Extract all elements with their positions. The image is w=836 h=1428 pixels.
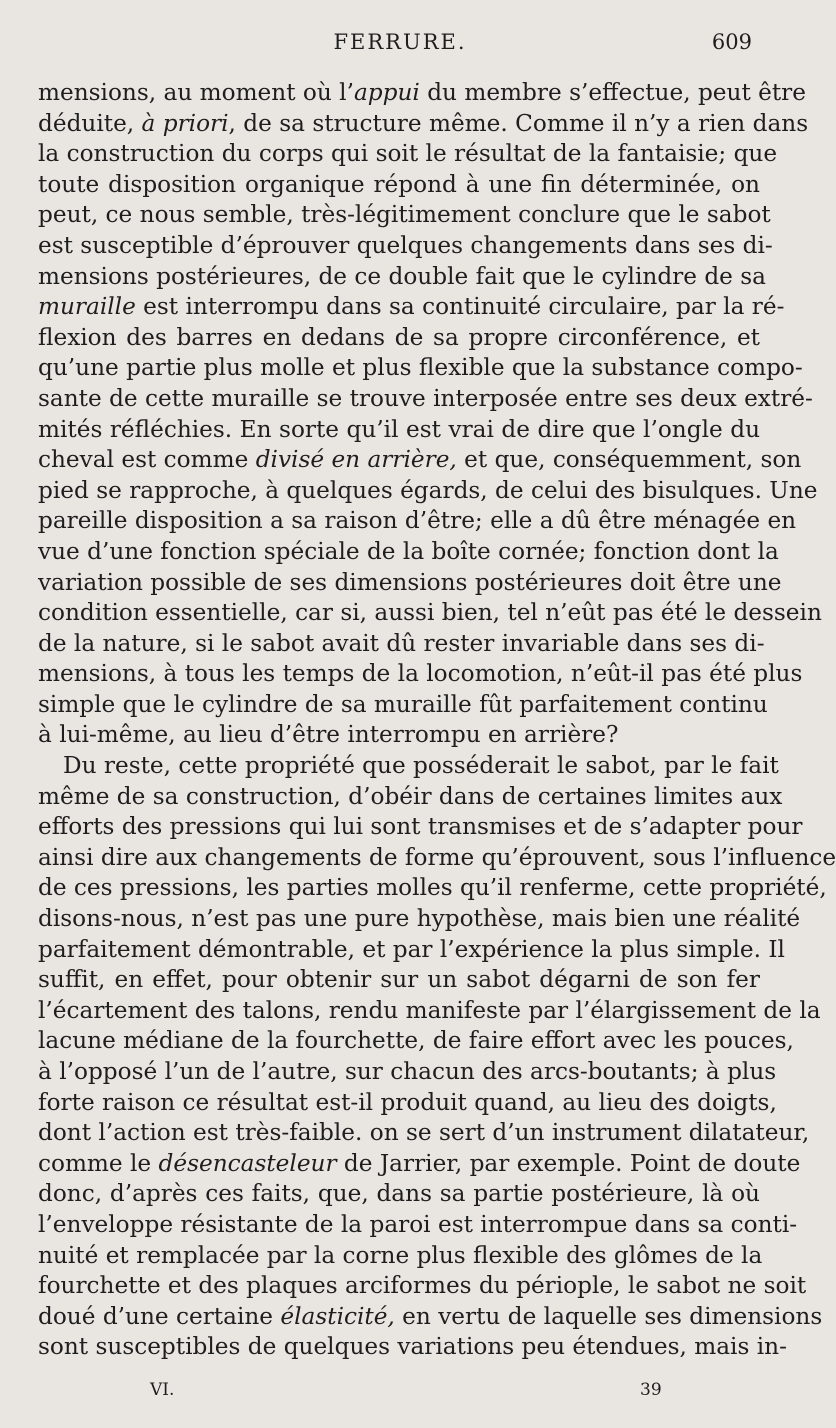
text-line: nuité et remplacée par la corne plus flexible des glômes de la	[38, 1241, 763, 1269]
text-line: donc, d’après ces faits, que, dans sa partie postérieure, là où	[38, 1180, 760, 1208]
text-line: fourchette et des plaques arciformes du périople, le sabot ne soit	[38, 1272, 807, 1300]
sheet-number: 39	[640, 1380, 662, 1400]
page-header	[0, 30, 800, 62]
text-line: qu’une partie plus molle et plus flexible que la substance compo-	[38, 354, 803, 382]
text-line: même de sa construction, d’obéir dans de certaines limites aux	[38, 782, 783, 810]
text-line: mensions postérieures, de ce double fait que le cylindre de sa	[38, 262, 766, 290]
running-title: FERRURE.	[333, 30, 467, 54]
text-line: sante de cette muraille se trouve interposée entre ses deux extré-	[38, 384, 813, 412]
text-line: mensions, à tous les temps de la locomotion, n’eût-il pas été plus	[38, 660, 803, 688]
paragraph	[38, 78, 822, 751]
text-line: Du reste, cette propriété que posséderait le sabot, par le fait	[63, 752, 779, 780]
text-line: l’écartement des talons, rendu manifeste par l’élargissement de la	[38, 996, 821, 1024]
page-footer	[0, 1380, 800, 1410]
text-line: parfaitement démontrable, et par l’expérience la plus simple. Il	[38, 935, 785, 963]
text-line: flexion des barres en dedans de sa propre circonférence, et	[38, 323, 760, 351]
text-line: variation possible de ses dimensions postérieures doit être une	[38, 568, 782, 596]
text-line: à lui-même, au lieu d’être interrompu en arrière?	[38, 721, 619, 749]
text-line: lacune médiane de la fourchette, de faire effort avec les pouces,	[38, 1027, 794, 1055]
text-line: à l’opposé l’un de l’autre, sur chacun des arcs-boutants; à plus	[38, 1058, 777, 1085]
text-line: de ces pressions, les parties molles qu’il renferme, cette propriété,	[38, 874, 827, 902]
text-line: de la nature, si le sabot avait dû rester invariable dans ses di-	[38, 629, 765, 657]
text-line: efforts des pressions qui lui sont transmises et de s’adapter pour	[38, 813, 803, 841]
page-number: 609	[711, 30, 752, 54]
text-line: sont susceptibles de quelques variations peu étendues, mais in-	[38, 1333, 787, 1361]
body-text	[38, 78, 836, 1363]
text-line: dont l’action est très-faible. on se sert d’un instrument dilatateur,	[38, 1119, 810, 1147]
text-line: disons-nous, n’est pas une pure hypothèse, mais bien une réalité	[38, 905, 801, 933]
text-line: mités réfléchies. En sorte qu’il est vrai de dire que l’ongle du	[38, 415, 760, 443]
text-line: déduite, à priori, de sa structure même. Comme il n’y a rien dans	[38, 109, 809, 137]
text-line: vue d’une fonction spéciale de la boîte cornée; fonction dont la	[38, 537, 779, 565]
paragraph	[38, 751, 836, 1363]
text-line: muraille est interrompu dans sa continuité circulaire, par la ré-	[38, 293, 785, 321]
text-line: pareille disposition a sa raison d’être; elle a dû être ménagée en	[38, 507, 797, 535]
text-line: toute disposition organique répond à une fin déterminée, on	[38, 170, 760, 198]
text-line: doué d’une certaine élasticité, en vertu de laquelle ses dimensions	[38, 1302, 823, 1330]
text-line: est susceptible d’éprouver quelques changements dans ses di-	[38, 231, 773, 259]
text-line: condition essentielle, car si, aussi bien, tel n’eût pas été le dessein	[38, 599, 822, 627]
text-line: mensions, au moment où l’appui du membre s’effectue, peut être	[38, 79, 806, 106]
text-line: la construction du corps qui soit le résultat de la fantaisie; que	[38, 140, 778, 168]
text-line: pied se rapproche, à quelques égards, de celui des bisulques. Une	[38, 476, 818, 504]
signature-mark: VI.	[150, 1380, 175, 1400]
text-line: suffit, en effet, pour obtenir sur un sabot dégarni de son fer	[38, 966, 760, 994]
text-line: simple que le cylindre de sa muraille fût parfaitement continu	[38, 690, 768, 718]
text-line: l’enveloppe résistante de la paroi est interrompue dans sa conti-	[38, 1210, 798, 1238]
text-line: forte raison ce résultat est-il produit quand, au lieu des doigts,	[38, 1088, 777, 1116]
text-line: ainsi dire aux changements de forme qu’éprouvent, sous l’influence	[38, 843, 836, 871]
text-line: cheval est comme divisé en arrière, et que, conséquemment, son	[38, 446, 802, 474]
text-line: comme le désencasteleur de Jarrier, par exemple. Point de doute	[38, 1149, 801, 1177]
text-line: peut, ce nous semble, très-légitimement conclure que le sabot	[38, 201, 771, 229]
